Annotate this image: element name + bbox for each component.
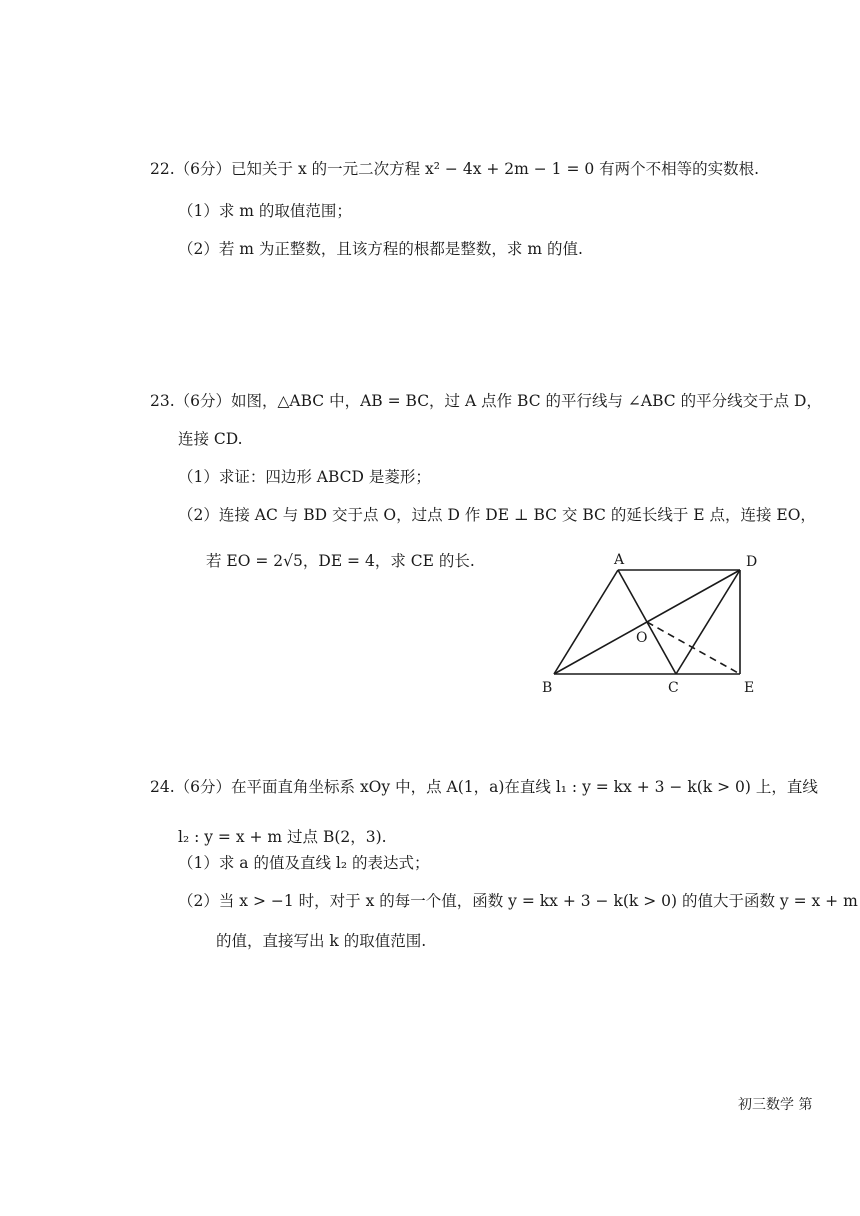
page-footer: 初三数学 第 (738, 1097, 813, 1113)
q24-part2-cont: 的值，直接写出 k 的取值范围. (216, 932, 427, 950)
q22-part2: （2）若 m 为正整数，且该方程的根都是整数，求 m 的值. (178, 240, 583, 258)
segment-ab (554, 570, 618, 674)
label-o: O (636, 630, 648, 646)
q23-part1: （1）求证：四边形 ABCD 是菱形； (178, 468, 431, 486)
q23-part2: （2）连接 AC 与 BD 交于点 O，过点 D 作 DE ⊥ BC 交 BC 的延长线于 E 点，连接 EO， (178, 506, 816, 524)
rhombus-figure (540, 548, 780, 698)
q24-part2: （2）当 x > −1 时，对于 x 的每一个值，函数 y = kx + 3 − k(k > 0) 的值大于函数 y = x + m (178, 892, 858, 910)
label-c: C (668, 680, 679, 696)
label-e: E (744, 680, 755, 696)
q23-stem-cont: 连接 CD. (178, 430, 243, 448)
q22-part1: （1）求 m 的取值范围； (178, 202, 352, 220)
segment-cd (676, 570, 740, 674)
q24-stem: 24.（6分）在平面直角坐标系 xOy 中，点 A(1，a)在直线 l₁ : y = kx + 3 − k(k > 0) 上，直线 (150, 778, 818, 796)
label-a: A (614, 552, 625, 568)
q24-part1: （1）求 a 的值及直线 l₂ 的表达式； (178, 854, 430, 872)
label-d: D (746, 554, 758, 570)
q23-part2-cont: 若 EO = 2√5，DE = 4，求 CE 的长. (206, 552, 475, 570)
q22-stem: 22.（6分）已知关于 x 的一元二次方程 x² − 4x + 2m − 1 = 0 有两个不相等的实数根. (150, 160, 760, 178)
q23-stem: 23.（6分）如图，△ABC 中，AB = BC，过 A 点作 BC 的平行线与 ∠ABC 的平分线交于点 D， (150, 392, 822, 410)
q24-stem-cont: l₂ : y = x + m 过点 B(2，3). (178, 828, 387, 846)
label-b: B (542, 680, 553, 696)
